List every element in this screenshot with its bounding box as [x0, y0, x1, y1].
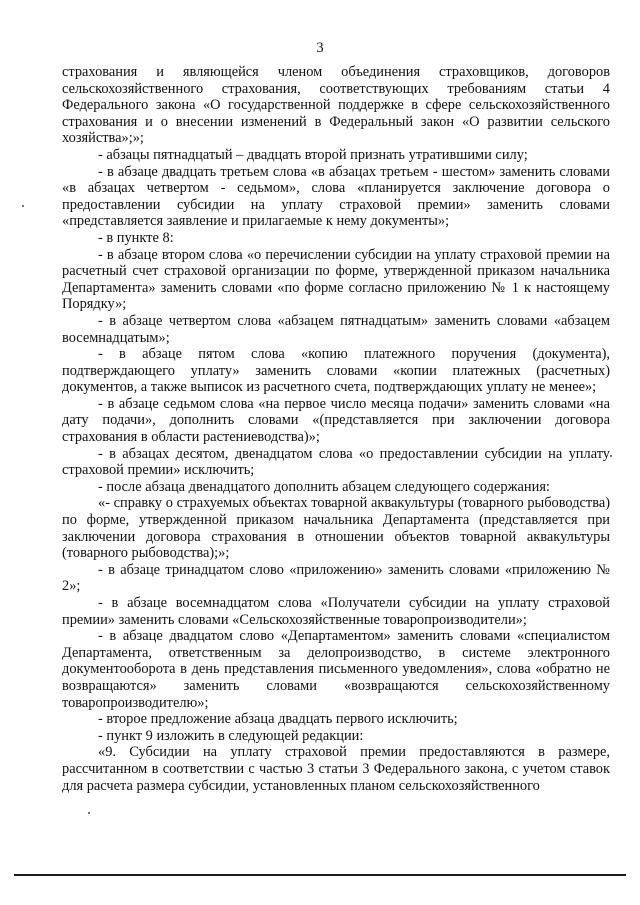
paragraph: - после абзаца двенадцатого дополнить абзацем следующего содержания: — [98, 478, 550, 495]
paragraph: - в абзаце восемнадцатом слова «Получатели субсидии на уплату страховой премии» заменить словами «Сельскохозяйственные товаропроизводители»; — [62, 595, 610, 628]
scan-speck — [88, 812, 90, 814]
paragraph: - в абзацах десятом, двенадцатом слова «о предоставлении субсидии на уплату страховой премии» исключить; — [62, 445, 610, 479]
paragraph: - в абзаце двадцать третьем слова «в абзацах третьем - шестом» заменить словами «в абзацах четвертом - седьмом», слова «планируется заключение договора о предоставлении субсидии на уплату страховой премии» заменить словами «представляется заявление и прилагаемые к нему документы»; — [62, 163, 610, 230]
paragraph: - пункт 9 изложить в следующей редакции: — [98, 727, 364, 744]
paragraph: - в абзаце седьмом слова «на первое число месяца подачи» заменить словами «на дату подачи», дополнить словами «(представляется при заключении договора страхования в области растениеводства)»; — [62, 395, 610, 446]
scan-speck — [610, 455, 612, 457]
paragraph: - в пункте 8: — [98, 229, 174, 246]
document-body — [62, 64, 610, 794]
paragraph: «9. Субсидии на уплату страховой премии предоставляются в размере, рассчитанном в соответствии с частью 3 статьи 3 Федерального закона, с учетом ставок для расчета размера субсидии, установленных планом сельскохозяйственного — [62, 744, 610, 794]
paragraph: - в абзаце четвертом слова «абзацем пятнадцатым» заменить словами «абзацем восемнадцатым»; — [62, 312, 610, 346]
paragraph-continuation: страхования и являющейся членом объединения страховщиков, договоров сельскохозяйственного страхования, соответствующих требованиям статьи 4 Федерального закона «О государственной поддержке в сфере сельскохозяйственного страхования и о внесении изменений в Федеральный закон «О развитии сельского хозяйства»;»; — [62, 64, 610, 147]
paragraph: - в абзаце пятом слова «копию платежного поручения (документа), подтверждающего уплату» заменить словами «копии платежных (расчетных) документов, а также выписок из расчетного счета, подтверждающих уплату не менее»; — [62, 346, 610, 396]
paragraph: - в абзаце двадцатом слово «Департаментом» заменить словами «специалистом Департамента, ответственным за делопроизводство, в системе электронного документооборота в день представления письменного уведомления», слова «обратно не возвращаются» заменить словами «возвращаются сельскохозяйственному товаропроизводителю»; — [62, 628, 610, 711]
paragraph: - абзацы пятнадцатый – двадцать второй признать утратившими силу; — [98, 146, 528, 163]
scan-speck — [22, 205, 24, 207]
paragraph: - в абзаце тринадцатом слово «приложению» заменить словами «приложению № 2»; — [62, 561, 610, 595]
paragraph: - второе предложение абзаца двадцать первого исключить; — [98, 711, 458, 728]
paragraph: «- справку о страхуемых объектах товарной аквакультуры (товарного рыбоводства) по форме, утвержденной приказом начальника Департамента (представляется при заключении договора страхования в отношении объектов товарной аквакультуры (товарного рыбоводства);»; — [62, 495, 610, 562]
bottom-rule — [14, 874, 626, 876]
page-number: 3 — [316, 40, 324, 56]
paragraph: - в абзаце втором слова «о перечислении субсидии на уплату страховой премии на расчетный счет страховой организации по форме, утвержденной приказом начальника Департамента» заменить словами «по форме согласно приложению № 1 к настоящему Порядку»; — [62, 246, 610, 313]
